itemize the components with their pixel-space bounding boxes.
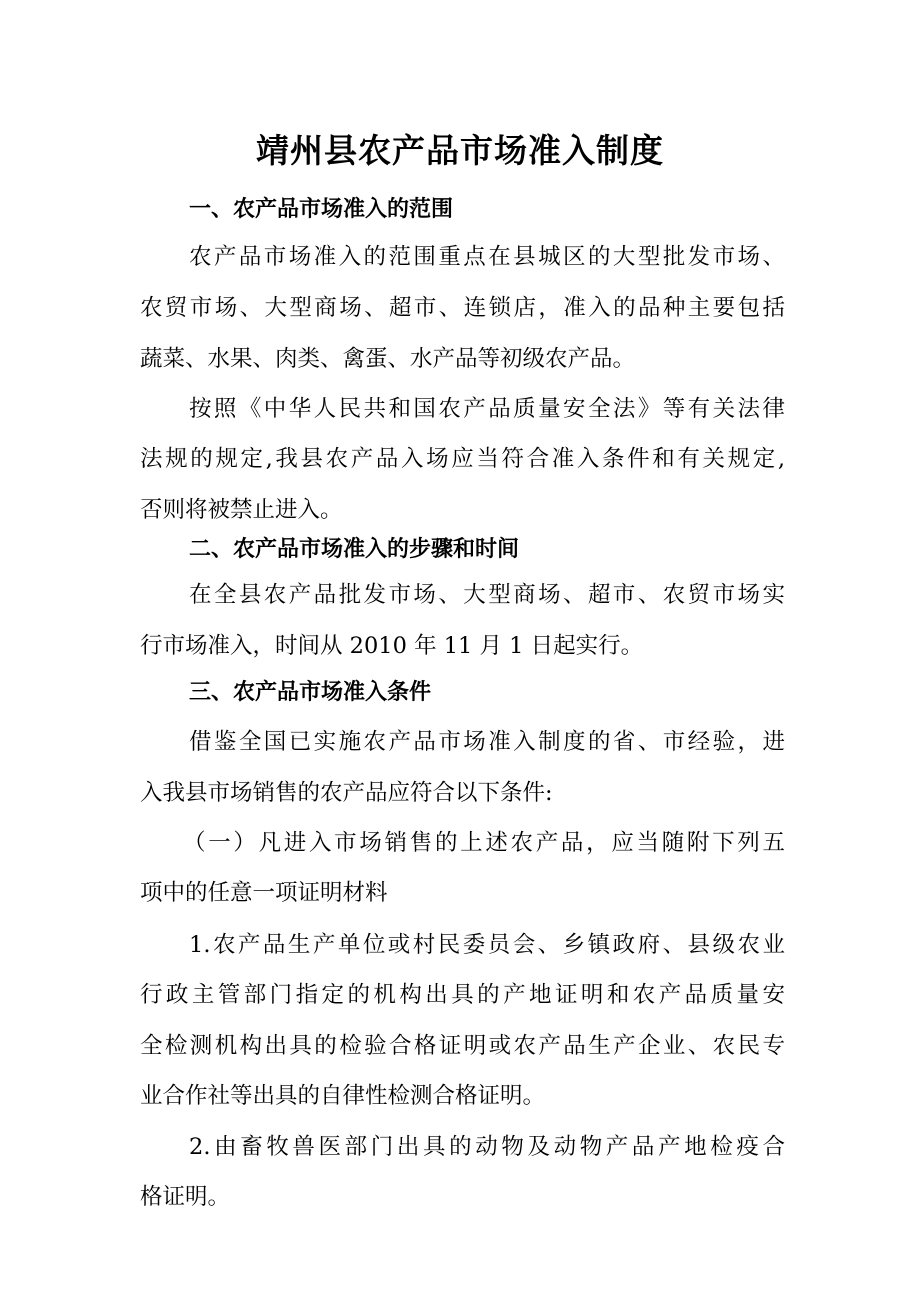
list-item-line: 1.农产品生产单位或村民委员会、乡镇政府、县级农业 bbox=[189, 932, 785, 958]
paragraph-line: 项中的任意一项证明材料 bbox=[140, 880, 388, 906]
paragraph-line: 入我县市场销售的农产品应符合以下条件: bbox=[140, 780, 553, 806]
paragraph-line: 行市场准入，时间从 2010 年 11 月 1 日起实行。 bbox=[140, 633, 644, 659]
paragraph-line: 否则将被禁止进入。 bbox=[140, 497, 343, 523]
list-item-line: 格证明。 bbox=[140, 1184, 231, 1210]
paragraph-line: 农产品市场准入的范围重点在县城区的大型批发市场、 bbox=[189, 244, 785, 270]
list-item-line: 行政主管部门指定的机构出具的产地证明和农产品质量安 bbox=[140, 982, 785, 1008]
document-title: 靖州县农产品市场准入制度 bbox=[256, 131, 664, 170]
list-item-line: 2.由畜牧兽医部门出具的动物及动物产品产地检疫合 bbox=[189, 1134, 785, 1160]
list-item-line: 业合作社等出具的自律性检测合格证明。 bbox=[140, 1083, 546, 1109]
section-heading-conditions: 三、农产品市场准入条件 bbox=[189, 680, 432, 705]
paragraph-line: 农贸市场、大型商场、超市、连锁店，准入的品种主要包括 bbox=[140, 295, 785, 321]
paragraph-line: 按照《中华人民共和国农产品质量安全法》等有关法律 bbox=[189, 396, 785, 422]
paragraph-line: 法规的规定,我县农产品入场应当符合准入条件和有关规定, bbox=[140, 446, 785, 472]
section-heading-steps: 二、农产品市场准入的步骤和时间 bbox=[189, 537, 520, 562]
paragraph-line: （一）凡进入市场销售的上述农产品，应当随附下列五 bbox=[183, 830, 785, 856]
paragraph-line: 蔬菜、水果、肉类、禽蛋、水产品等初级农产品。 bbox=[140, 346, 636, 372]
paragraph-line: 在全县农产品批发市场、大型商场、超市、农贸市场实 bbox=[189, 582, 785, 608]
list-item-line: 全检测机构出具的检验合格证明或农产品生产企业、农民专 bbox=[140, 1033, 785, 1059]
section-heading-scope: 一、农产品市场准入的范围 bbox=[189, 197, 454, 222]
paragraph-line: 借鉴全国已实施农产品市场准入制度的省、市经验，进 bbox=[189, 729, 785, 755]
